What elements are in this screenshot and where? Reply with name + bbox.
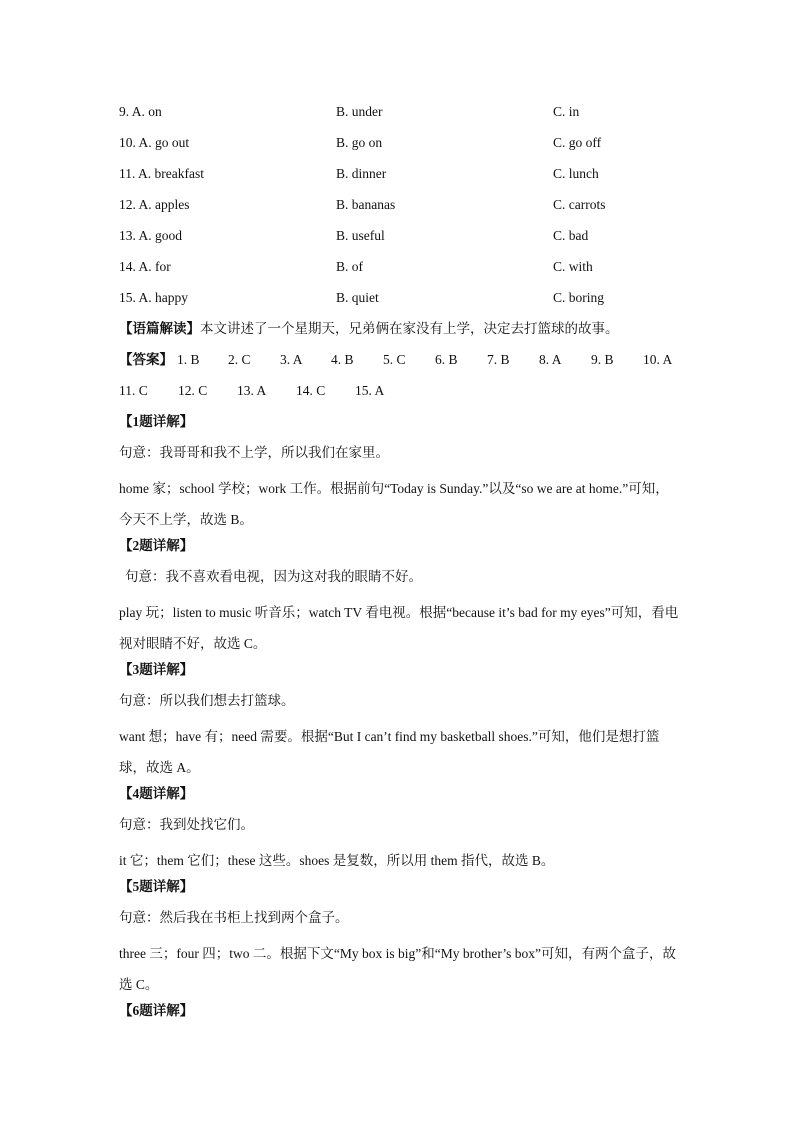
option-a: 10. A. go out bbox=[119, 135, 190, 150]
detail-meaning: 句意：我到处找它们。 bbox=[119, 817, 254, 832]
detail-heading: 【4题详解】 bbox=[119, 786, 194, 801]
answer-item: 8. A bbox=[539, 352, 562, 367]
option-a: 15. A. happy bbox=[119, 290, 188, 305]
option-row bbox=[119, 132, 679, 163]
option-a: 11. A. breakfast bbox=[119, 166, 204, 181]
answer-item: 2. C bbox=[228, 352, 251, 367]
detail-section bbox=[119, 659, 679, 783]
detail-section bbox=[119, 783, 679, 876]
detail-section bbox=[119, 876, 679, 1000]
detail-meaning: 句意：我不喜欢看电视，因为这对我的眼睛不好。 bbox=[125, 569, 422, 584]
answer-item: 3. A bbox=[280, 352, 303, 367]
option-c: C. go off bbox=[553, 135, 602, 150]
option-c: C. with bbox=[553, 259, 593, 274]
reading-text: 本文讲述了一个星期天，兄弟俩在家没有上学，决定去打篮球的故事。 bbox=[200, 321, 619, 336]
answers-row-2 bbox=[119, 380, 679, 411]
detail-explanation: want 想；have 有；need 需要。根据“But I can’t find my basketball shoes.”可知，他们是想打篮球，故选 A。 bbox=[119, 729, 660, 775]
option-b: B. quiet bbox=[336, 290, 379, 305]
option-c: C. bad bbox=[553, 228, 589, 243]
detail-explanation: it 它；them 它们；these 这些。shoes 是复数，所以用 them 指代，故选 B。 bbox=[119, 853, 555, 868]
answer-item: 7. B bbox=[487, 352, 510, 367]
option-row bbox=[119, 225, 679, 256]
detail-meaning: 句意：所以我们想去打篮球。 bbox=[119, 693, 295, 708]
detail-section bbox=[119, 411, 679, 535]
option-b: B. dinner bbox=[336, 166, 387, 181]
option-row bbox=[119, 194, 679, 225]
option-c: C. in bbox=[553, 104, 580, 119]
answer-item: 15. A bbox=[355, 383, 385, 398]
detail-meaning: 句意：我哥哥和我不上学，所以我们在家里。 bbox=[119, 445, 389, 460]
detail-explanation: play 玩；listen to music 听音乐；watch TV 看电视。根据“because it’s bad for my eyes”可知，看电视对眼睛不好，故选 C。 bbox=[119, 605, 679, 651]
option-b: B. useful bbox=[336, 228, 385, 243]
answer-item: 11. C bbox=[119, 383, 148, 398]
answer-item: 14. C bbox=[296, 383, 326, 398]
detail-explanation: home 家；school 学校；work 工作。根据前句“Today is Sunday.”以及“so we are at home.”可知，今天不上学，故选 B。 bbox=[119, 481, 669, 527]
answers-row-1 bbox=[119, 349, 679, 380]
answer-item: 9. B bbox=[591, 352, 614, 367]
document-content bbox=[119, 101, 679, 1031]
option-a: 12. A. apples bbox=[119, 197, 190, 212]
detail-heading: 【3题详解】 bbox=[119, 662, 194, 677]
answer-item: 5. C bbox=[383, 352, 406, 367]
detail-explanation: three 三；four 四；two 二。根据下文“My box is big”和“My brother’s box”可知，有两个盒子，故选 C。 bbox=[119, 946, 676, 992]
detail-heading: 【6题详解】 bbox=[119, 1003, 194, 1018]
option-c: C. carrots bbox=[553, 197, 606, 212]
option-b: B. of bbox=[336, 259, 363, 274]
option-c: C. lunch bbox=[553, 166, 599, 181]
detail-meaning: 句意：然后我在书柜上找到两个盒子。 bbox=[119, 910, 349, 925]
answer-item: 4. B bbox=[331, 352, 354, 367]
detail-heading: 【5题详解】 bbox=[119, 879, 194, 894]
options-list bbox=[119, 101, 679, 318]
detail-heading: 【1题详解】 bbox=[119, 414, 194, 429]
option-b: B. bananas bbox=[336, 197, 396, 212]
answer-item: 6. B bbox=[435, 352, 458, 367]
option-a: 9. A. on bbox=[119, 104, 162, 119]
answer-item: 1. B bbox=[177, 352, 200, 367]
option-a: 14. A. for bbox=[119, 259, 171, 274]
option-a: 13. A. good bbox=[119, 228, 183, 243]
option-b: B. go on bbox=[336, 135, 383, 150]
option-row bbox=[119, 101, 679, 132]
detail-section bbox=[119, 535, 679, 659]
answer-item: 12. C bbox=[178, 383, 208, 398]
detail-heading: 【2题详解】 bbox=[119, 538, 194, 553]
option-row bbox=[119, 163, 679, 194]
reading-summary bbox=[119, 318, 679, 349]
option-c: C. boring bbox=[553, 290, 605, 305]
option-row bbox=[119, 256, 679, 287]
answer-item: 13. A bbox=[237, 383, 267, 398]
reading-label: 【语篇解读】 bbox=[119, 321, 200, 336]
option-row bbox=[119, 287, 679, 318]
option-b: B. under bbox=[336, 104, 383, 119]
answer-item: 10. A bbox=[643, 352, 673, 367]
answers-label: 【答案】 bbox=[119, 352, 173, 367]
